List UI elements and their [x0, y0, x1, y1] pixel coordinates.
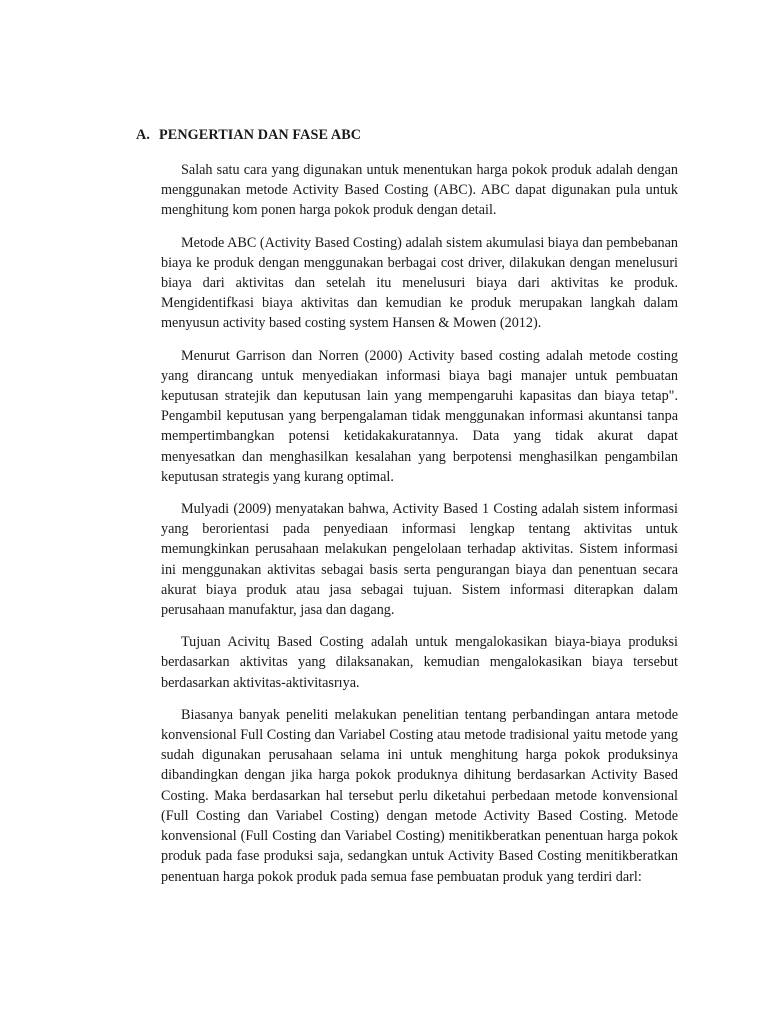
paragraph-mulyadi: Mulyadi (2009) menyatakan bahwa, Activity Based 1 Costing adalah sistem informasi yang berorientasi pada penyediaan informasi lengkap tentang aktivitas untuk memungkinkan perusahaan melakukan pengelolaan terhadap aktivitas. Sistem informasi ini menggunakan aktivitas sebagai basis serta pengurangan biaya dan penentuan secara akurat biaya produk atau jasa sebagai tujuan. Sistem informasi diterapkan dalam perusahaan manufaktur, jasa dan dagang. — [161, 501, 678, 619]
section-letter: A. — [136, 127, 150, 143]
paragraph-abc-definition: Metode ABC (Activity Based Costing) adalah sistem akumulasi biaya dan pembebanan biaya ke produk dengan menggunakan berbagai cost driver, dilakukan dengan menelusuri biaya dari aktivitas dan setelah itu menelusuri biaya dari aktivitas ke produk. Mengidentifkasi biaya aktivitas dan kemudian ke produk merupakan langkah dalam menyusun activity based costing system Hansen & Mowen (2012). — [161, 234, 678, 332]
section-title: PENGERTIAN DAN FASE ABC — [159, 127, 362, 143]
paragraph-garrison-norren: Menurut Garrison dan Norren (2000) Activity based costing adalah metode costing yang dirancang untuk menyediakan informasi biaya bagi manajer untuk pembuatan keputusan stratejik dan keputusan lain yang mempengaruhi kapasitas dan biaya tetap". Pengambil keputusan yang berpengalaman tidak menggunakan informasi akuntansi tanpa mempertimbangkan potensi ketidakakuratannya. Data yang tidak akurat dapat menyesatkan dan menghasilkan kesalahan yang berpotensi menghasilkan pengambilan keputusan strategis yang kurang optimal. — [161, 347, 678, 485]
section-heading — [136, 127, 361, 144]
paragraph-abc-intro: Salah satu cara yang digunakan untuk menentukan harga pokok produk adalah dengan menggunakan metode Activity Based Costing (ABC). ABC dapat digunakan pula untuk menghitung kom ponen harga pokok produk dengan detail. — [161, 162, 678, 219]
paragraph-perbandingan: Biasanya banyak peneliti melakukan penelitian tentang perbandingan antara metode konvensional Full Costing dan Variabel Costing atau metode tradisional yaitu metode yang sudah digunakan perusahaan selama ini untuk menghitung harga pokok produksinya dibandingkan dengan jika harga pokok produknya dihitung berdasarkan Activity Based Costing. Maka berdasarkan hal tersebut perlu diketahui perbedaan metode konvensional (Full Costing dan Variabel Costing) dengan metode Activity Based Costing. Metode konvensional (Full Costing dan Variabel Costing) menitikberatkan penentuan harga pokok produk pada fase produksi saja, sedangkan untuk Activity Based Costing menitikberatkan penentuan harga pokok produk pada semua fase pembuatan produk yang terdiri darl: — [161, 706, 678, 885]
paragraph-tujuan: Tujuan Acivitų Based Costing adalah untuk mengalokasikan biaya-biaya produksi berdasarkan aktivitas yang dilaksanakan, kemudian mengalokasikan biaya tersebut berdasarkan aktivitas-aktivitasrıya. — [161, 634, 678, 691]
body-text — [161, 160, 678, 899]
